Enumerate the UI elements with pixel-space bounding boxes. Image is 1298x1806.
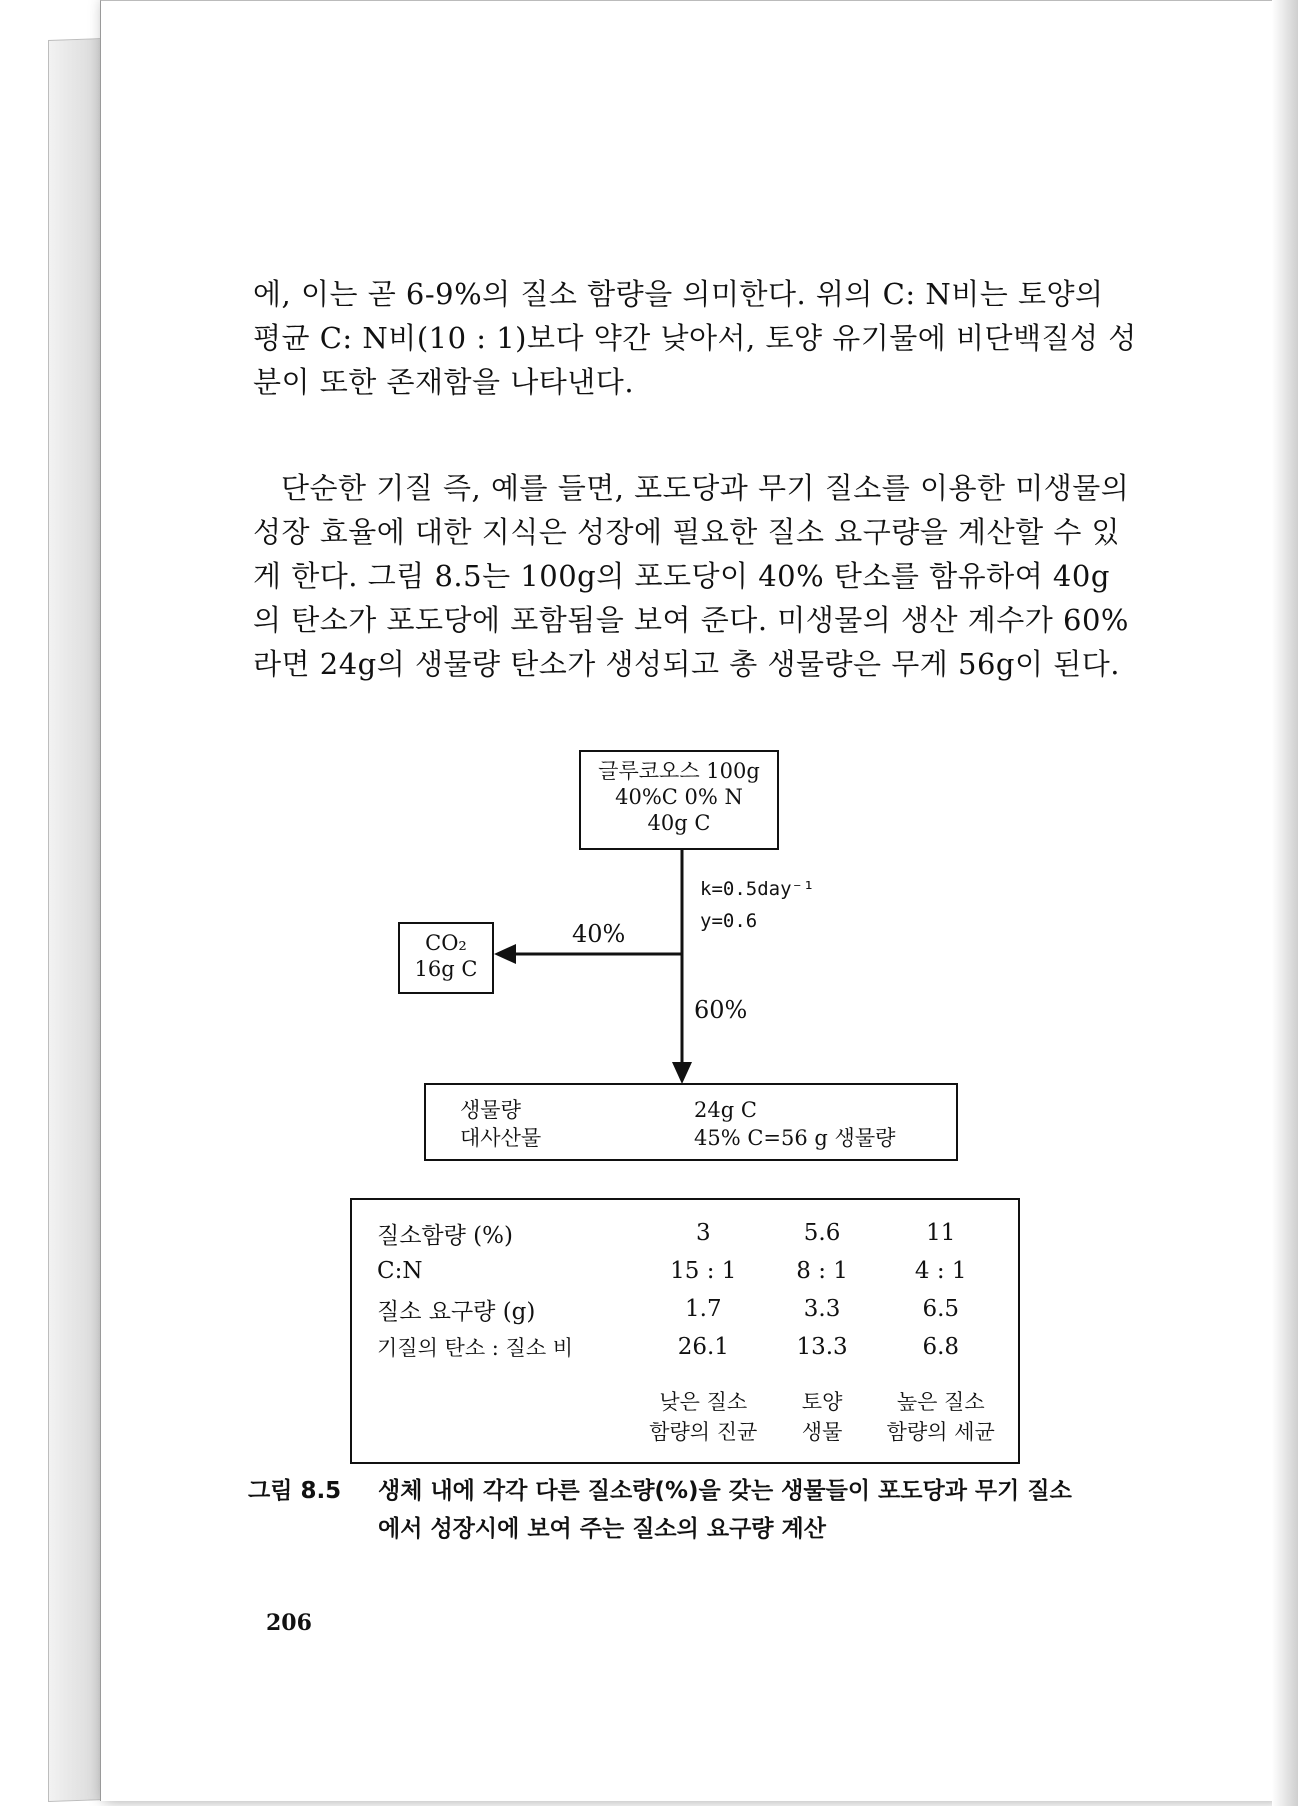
table-row — [376, 1290, 1000, 1328]
paragraph-1-line: 분이 또한 존재함을 나타낸다. — [253, 365, 635, 399]
table-cell: 3.3 — [803, 1296, 841, 1322]
arrowhead-down — [672, 1062, 692, 1084]
figure-caption — [248, 1472, 1158, 1548]
column-header-line: 낮은 질소 — [659, 1390, 748, 1414]
column-header — [881, 1386, 1000, 1448]
glucose-composition: 40%C 0% N — [615, 785, 743, 809]
co2-carbon: 16g C — [414, 957, 478, 981]
caption-line-2: 에서 성장시에 보여 주는 질소의 요구량 계산 — [378, 1516, 826, 1542]
co2-label: CO₂ — [425, 931, 467, 955]
column-header-line: 높은 질소 — [896, 1390, 985, 1414]
paragraph-2-line: 게 한다. 그림 8.5는 100g의 포도당이 40% 탄소를 함유하여 40g — [253, 559, 1110, 593]
table-row — [376, 1328, 1000, 1366]
glucose-label: 글루코오스 100g — [598, 759, 760, 783]
table-cell: 1.7 — [685, 1296, 722, 1322]
rate-constant: k=0.5day⁻¹ — [700, 878, 815, 900]
table-cell: 26.1 — [677, 1334, 729, 1360]
metabolite-label: 대사산물 — [460, 1126, 542, 1150]
biomass-label: 생물량 — [460, 1098, 521, 1122]
table-cell: 3 — [695, 1220, 711, 1246]
column-header-row — [376, 1386, 1000, 1448]
biomass-box — [424, 1083, 958, 1161]
yield-coefficient: y=0.6 — [700, 910, 758, 932]
column-header-line: 토양 — [801, 1390, 843, 1414]
arrowhead-left — [494, 944, 516, 964]
table-row — [376, 1252, 1000, 1290]
column-header — [644, 1386, 763, 1448]
row-label: C:N — [377, 1258, 423, 1284]
paragraph-2-line: 단순한 기질 즉, 예를 들면, 포도당과 무기 질소를 이용한 미생물의 — [281, 471, 1130, 505]
table-cell: 8 : 1 — [796, 1258, 848, 1284]
table-cell: 5.6 — [803, 1220, 841, 1246]
nitrogen-table-box — [350, 1198, 1020, 1464]
column-header — [763, 1386, 882, 1448]
co2-box — [398, 922, 494, 994]
table-cell: 6.8 — [922, 1334, 960, 1360]
glucose-carbon: 40g C — [647, 811, 711, 835]
paragraph-2-line: 성장 효율에 대한 지식은 성장에 필요한 질소 요구량을 계산할 수 있 — [253, 515, 1121, 549]
row-label: 질소함량 (%) — [377, 1222, 513, 1249]
biomass-carbon: 24g C — [694, 1098, 757, 1122]
nitrogen-table — [376, 1214, 1000, 1448]
row-label: 질소 요구량 (g) — [377, 1298, 536, 1325]
column-header-line: 함량의 세균 — [886, 1420, 995, 1444]
table-cell: 11 — [926, 1220, 956, 1246]
table-cell: 15 : 1 — [670, 1258, 737, 1284]
column-header-line: 생물 — [801, 1420, 843, 1444]
co2-percent: 40% — [572, 920, 626, 948]
table-cell: 4 : 1 — [914, 1258, 967, 1284]
paragraph-1-line: 평균 C: N비(10 : 1)보다 약간 낮아서, 토양 유기물에 비단백질성 성 — [253, 321, 1137, 355]
row-label: 기질의 탄소 : 질소 비 — [377, 1336, 574, 1360]
paragraph-2-line: 의 탄소가 포도당에 포함됨을 보여 준다. 미생물의 생산 계수가 60% — [253, 603, 1129, 637]
page-number: 206 — [266, 1610, 312, 1636]
column-header-line: 함량의 진균 — [649, 1420, 758, 1444]
biomass-percent: 60% — [694, 996, 748, 1024]
paragraph-2-line: 라면 24g의 생물량 탄소가 생성되고 총 생물량은 무게 56g이 된다. — [253, 647, 1120, 681]
caption-label: 그림 8.5 — [248, 1478, 342, 1504]
caption-line-1: 생체 내에 각각 다른 질소량(%)을 갖는 생물들이 포도당과 무기 질소 — [378, 1478, 1072, 1504]
paragraph-1-line: 에, 이는 곧 6-9%의 질소 함량을 의미한다. 위의 C: N비는 토양의 — [253, 277, 1104, 311]
table-row — [376, 1214, 1000, 1252]
table-cell: 6.5 — [922, 1296, 960, 1322]
biomass-weight: 45% C=56 g 생물량 — [694, 1126, 896, 1150]
table-cell: 13.3 — [796, 1334, 848, 1360]
glucose-box — [579, 750, 779, 850]
